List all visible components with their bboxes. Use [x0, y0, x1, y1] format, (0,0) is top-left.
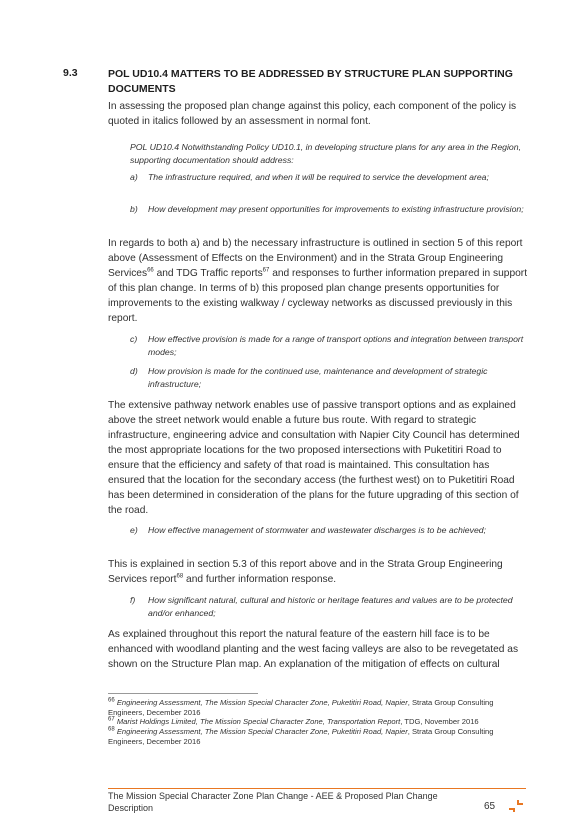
policy-item-label: e) — [130, 525, 138, 535]
policy-item-text: How provision is made for the continued use, maintenance and development of strategic infrastructure; — [148, 366, 488, 389]
footnote-66 — [108, 698, 528, 717]
policy-item-text: The infrastructure required, and when it will be required to service the development area; — [148, 172, 489, 182]
policy-item-label: d) — [130, 366, 138, 376]
policy-item-label: b) — [130, 204, 138, 214]
footnote-citation: Engineering Assessment, The Mission Special Character Zone, Puketitiri Road, Napier — [116, 698, 408, 707]
section-number: 9.3 — [63, 67, 78, 79]
paragraph-natural-features: As explained throughout this report the natural feature of the eastern hill face is to be enhanced with woodland planting and the west facing valleys are also to be revegetated as shown on the Structure Plan map. An explanation of the mitigation of effects on cultural — [108, 629, 519, 670]
policy-quote: POL UD10.4 Notwithstanding Policy UD10.1, in developing structure plans for any area in the Region, supporting documentation should address: — [130, 142, 521, 165]
paragraph-stormwater — [108, 557, 528, 587]
policy-item-text: How significant natural, cultural and historic or heritage features and values are to be protected and/or enhanced; — [148, 595, 513, 618]
footnote-68 — [108, 727, 528, 746]
paragraph-text: and further information response. — [183, 574, 337, 585]
policy-item-text: How development may present opportunities for improvements to existing infrastructure provision; — [148, 204, 524, 214]
footnote-ref: 68 — [176, 573, 184, 580]
page-number: 65 — [484, 801, 496, 812]
footnote-divider — [108, 693, 258, 694]
section-title: POL UD10.4 MATTERS TO BE ADDRESSED BY STRUCTURE PLAN SUPPORTING DOCUMENTS — [108, 68, 513, 95]
footnote-67 — [108, 717, 528, 727]
policy-item-label: f) — [130, 595, 136, 605]
footnote-source: , TDG, November 2016 — [400, 717, 479, 726]
footnote-ref: 67 — [262, 267, 270, 274]
paragraph-text: and TDG Traffic reports — [153, 268, 263, 279]
policy-item-label: c) — [130, 334, 138, 344]
policy-item-text: How effective management of stormwater and wastewater discharges is to be achieved; — [148, 525, 487, 535]
footnote-ref: 66 — [147, 267, 154, 274]
policy-item-label: a) — [130, 172, 138, 182]
footnote-citation: Marist Holdings Limited, The Mission Special Character Zone, Transportation Report — [116, 717, 401, 726]
policy-item-text: How effective provision is made for a range of transport options and integration between transport modes; — [148, 334, 524, 357]
footer-title: The Mission Special Character Zone Plan Change - AEE & Proposed Plan Change Description — [108, 791, 438, 813]
footnote-citation: Engineering Assessment, The Mission Special Character Zone, Puketitiri Road, Napier — [116, 727, 408, 736]
paragraph-text: and responses to further information prepared in support of this plan change. In terms of b) this proposed plan change presents opportunities for improvements to the existing walkway / cycleway networks as discussed previously in this report. — [108, 268, 528, 324]
paragraph-infrastructure — [108, 236, 528, 326]
footnote-number: 66 — [108, 697, 115, 704]
intro-paragraph: In assessing the proposed plan change against this policy, each component of the policy is quoted in italics followed by an assessment in normal font. — [108, 101, 517, 127]
footer-divider — [108, 788, 526, 789]
footnote-number: 67 — [108, 716, 115, 723]
brand-logo-icon — [508, 799, 524, 813]
paragraph-text: In regards to both a) and b) the necessary infrastructure is outlined in section 5 of this report above (Assessment of Effects on the Environment) and in the Strata Group Engineering Services — [108, 238, 523, 279]
footnote-source: , Strata Group Consulting Engineers, December 2016 — [108, 698, 494, 717]
paragraph-pathway: The extensive pathway network enables use of passive transport options and as explained above the street network would enable a future bus route. With regard to strategic infrastructure, engineering advice and consultation with Napier City Council has determined the most appropriate locations for the two proposed intersections with Puketitiri Road to ensure that the efficiency and safety of that road is maintained. This consultation has ensured that the location for the secondary access (the furthest west) on to Puketitiri Road has been determined in consideration of the plans for the future upgrading of this section of the road. — [108, 400, 520, 516]
paragraph-text: This is explained in section 5.3 of this report above and in the Strata Group Engineering Services report — [108, 559, 503, 585]
footnote-number: 68 — [108, 726, 115, 733]
footnote-source: , Strata Group Consulting Engineers, December 2016 — [108, 727, 494, 746]
